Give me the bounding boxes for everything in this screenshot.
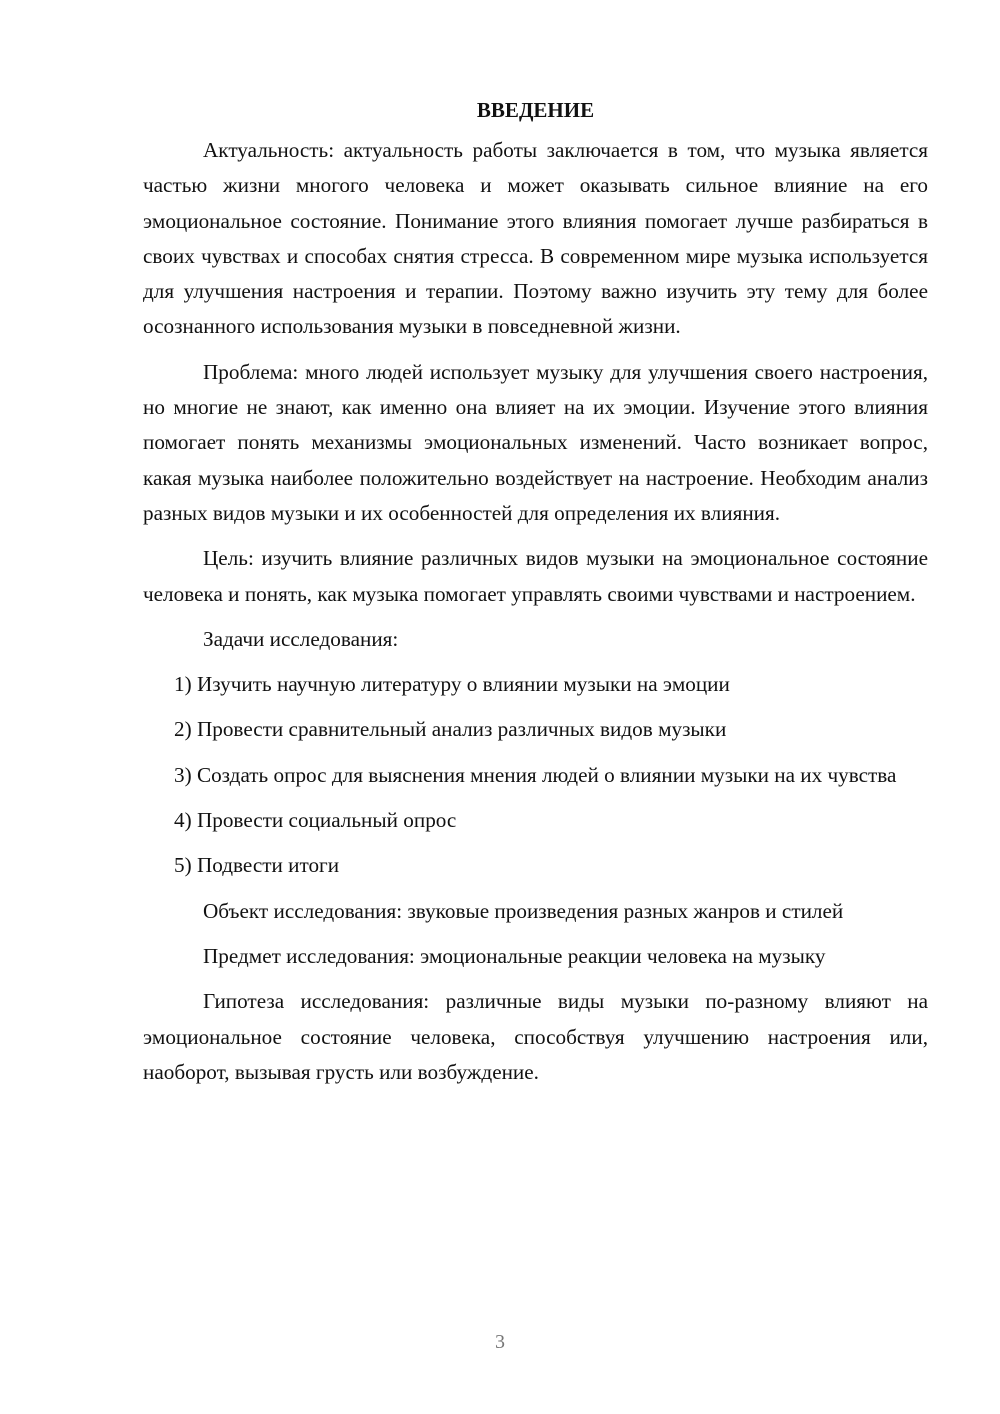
tasks-heading: Задачи исследования: <box>203 626 399 651</box>
problem-paragraph: Проблема: много людей использует музыку для улучшения своего настроения, но многие не знают, как именно она влияет на их эмоции. Изучение этого влияния помогает понять механизмы эмоциональных изменений. Часто возникает вопрос, какая музыка наиболее положительно воздействует на настроение. Необходим анализ разных видов музыки и их особенностей для определения их влияния. <box>143 359 928 525</box>
task-item-2: 2) Провести сравнительный анализ различных видов музыки <box>174 717 727 742</box>
subject-paragraph: Предмет исследования: эмоциональные реакции человека на музыку <box>203 943 826 968</box>
relevance-paragraph: Актуальность: актуальность работы заключается в том, что музыка является частью жизни многого человека и может оказывать сильное влияние на его эмоциональное состояние. Понимание этого влияния помогает лучше разбираться в своих чувствах и способах снятия стресса. В современном мире музыка используется для улучшения настроения и терапии. Поэтому важно изучить эту тему для более осознанного использования музыки в повседневной жизни. <box>143 138 928 339</box>
document-body <box>143 93 928 1090</box>
hypothesis-paragraph: Гипотеза исследования: различные виды музыки по-разному влияют на эмоциональное состояние человека, способствуя улучшению настроения или, наоборот, вызывая грусть или возбуждение. <box>143 989 928 1084</box>
object-paragraph: Объект исследования: звуковые произведения разных жанров и стилей <box>203 898 844 923</box>
task-item-3: 3) Создать опрос для выяснения мнения людей о влиянии музыки на их чувства <box>174 762 897 787</box>
task-item-5: 5) Подвести итоги <box>174 853 340 878</box>
task-item-4: 4) Провести социальный опрос <box>174 808 457 833</box>
page-number: 3 <box>495 1331 505 1353</box>
page-title: ВВЕДЕНИЕ <box>476 98 595 122</box>
task-item-1: 1) Изучить научную литературу о влиянии музыки на эмоции <box>174 672 730 697</box>
goal-paragraph: Цель: изучить влияние различных видов музыки на эмоциональное состояние человека и понять, как музыка помогает управлять своими чувствами и настроением. <box>143 546 928 606</box>
